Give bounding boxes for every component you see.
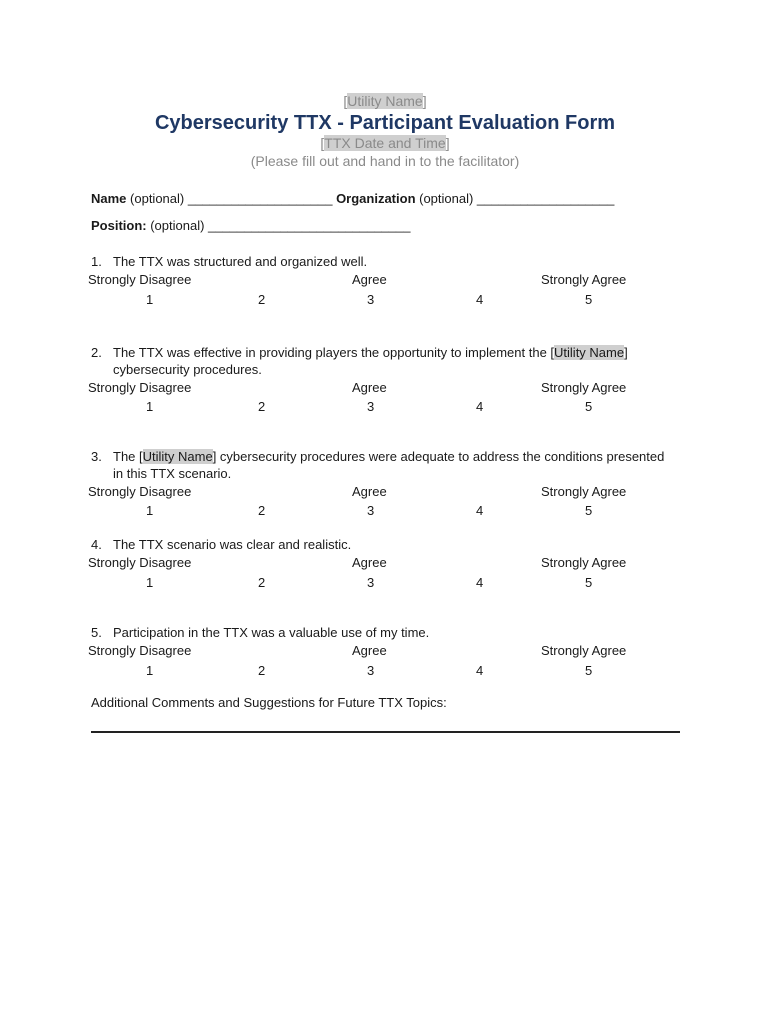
rating-option-5[interactable]: 5 xyxy=(585,663,593,678)
question-number: 5. xyxy=(91,625,102,640)
agree-label: Agree xyxy=(352,555,387,570)
name-label: Name xyxy=(91,191,127,206)
rating-scale-labels xyxy=(0,380,770,397)
rating-scale-labels xyxy=(0,555,770,572)
rating-scale-labels xyxy=(0,484,770,501)
rating-option-1[interactable]: 1 xyxy=(146,503,154,518)
form-title: Cybersecurity TTX - Participant Evaluation Form xyxy=(154,112,616,134)
rating-option-2[interactable]: 2 xyxy=(258,503,266,518)
question-body: The TTX scenario was clear and realistic. xyxy=(113,537,352,552)
comments-label: Additional Comments and Suggestions for Future TTX Topics: xyxy=(91,695,447,710)
rating-option-3[interactable]: 3 xyxy=(367,399,375,414)
rating-option-5[interactable]: 5 xyxy=(585,503,593,518)
rating-option-3[interactable]: 3 xyxy=(367,292,375,307)
rating-scale-options xyxy=(0,575,770,592)
strongly-disagree-label: Strongly Disagree xyxy=(88,555,192,570)
name-org-line xyxy=(91,191,614,206)
strongly-agree-label: Strongly Agree xyxy=(541,272,627,287)
rating-option-2[interactable]: 2 xyxy=(258,292,266,307)
date-time-placeholder: [TTX Date and Time] xyxy=(320,135,450,151)
position-line xyxy=(91,218,410,233)
rating-option-1[interactable]: 1 xyxy=(146,663,154,678)
strongly-disagree-label: Strongly Disagree xyxy=(88,272,192,287)
rating-option-1[interactable]: 1 xyxy=(146,399,154,414)
strongly-disagree-label: Strongly Disagree xyxy=(88,643,192,658)
rating-option-2[interactable]: 2 xyxy=(258,663,266,678)
question-body: The TTX was structured and organized well. xyxy=(113,254,368,269)
organization-blank[interactable]: (optional) ___________________ xyxy=(415,191,615,206)
rating-option-4[interactable]: 4 xyxy=(476,292,484,307)
organization-label: Organization xyxy=(336,191,416,206)
rating-option-2[interactable]: 2 xyxy=(258,575,266,590)
rating-scale-options xyxy=(0,399,770,416)
rating-option-3[interactable]: 3 xyxy=(367,663,375,678)
question-body: The [Utility Name] cybersecurity procedures were adequate to address the conditions presented in this TTX scenario. xyxy=(113,449,665,481)
agree-label: Agree xyxy=(352,272,387,287)
utility-name-placeholder: [Utility Name] xyxy=(343,93,427,109)
rating-scale-labels xyxy=(0,643,770,660)
question-number: 1. xyxy=(91,254,102,269)
strongly-agree-label: Strongly Agree xyxy=(541,555,627,570)
rating-scale-options xyxy=(0,503,770,520)
rating-scale-options xyxy=(0,663,770,680)
question-body: The TTX was effective in providing players the opportunity to implement the [Utility Name] cybersecurity procedures. xyxy=(113,345,628,377)
date-time-highlight: TTX Date and Time xyxy=(324,135,446,151)
strongly-disagree-label: Strongly Disagree xyxy=(88,380,192,395)
strongly-agree-label: Strongly Agree xyxy=(541,484,627,499)
name-blank[interactable]: (optional) ____________________ xyxy=(126,191,337,206)
rating-option-4[interactable]: 4 xyxy=(476,503,484,518)
rating-option-4[interactable]: 4 xyxy=(476,575,484,590)
question-number: 3. xyxy=(91,449,102,464)
rating-option-3[interactable]: 3 xyxy=(367,503,375,518)
strongly-disagree-label: Strongly Disagree xyxy=(88,484,192,499)
rating-option-4[interactable]: 4 xyxy=(476,399,484,414)
position-blank[interactable]: (optional) ____________________________ xyxy=(146,218,411,233)
rating-option-5[interactable]: 5 xyxy=(585,292,593,307)
utility-name-highlight: Utility Name xyxy=(347,93,423,109)
utility-name-highlight: Utility Name xyxy=(554,345,625,360)
rating-option-4[interactable]: 4 xyxy=(476,663,484,678)
agree-label: Agree xyxy=(352,380,387,395)
rating-option-5[interactable]: 5 xyxy=(585,399,593,414)
rating-option-3[interactable]: 3 xyxy=(367,575,375,590)
rating-option-1[interactable]: 1 xyxy=(146,575,154,590)
strongly-agree-label: Strongly Agree xyxy=(541,380,627,395)
question-number: 4. xyxy=(91,537,102,552)
rating-option-5[interactable]: 5 xyxy=(585,575,593,590)
strongly-agree-label: Strongly Agree xyxy=(541,643,627,658)
rating-option-1[interactable]: 1 xyxy=(146,292,154,307)
comments-write-line[interactable] xyxy=(91,731,680,733)
instructions-text: (Please fill out and hand in to the facilitator) xyxy=(250,153,520,169)
position-label: Position: xyxy=(91,218,147,233)
question-number: 2. xyxy=(91,345,102,360)
rating-scale-labels xyxy=(0,272,770,289)
rating-scale-options xyxy=(0,292,770,309)
rating-option-2[interactable]: 2 xyxy=(258,399,266,414)
question-body: Participation in the TTX was a valuable use of my time. xyxy=(113,625,430,640)
agree-label: Agree xyxy=(352,484,387,499)
agree-label: Agree xyxy=(352,643,387,658)
utility-name-highlight: Utility Name xyxy=(142,449,213,464)
